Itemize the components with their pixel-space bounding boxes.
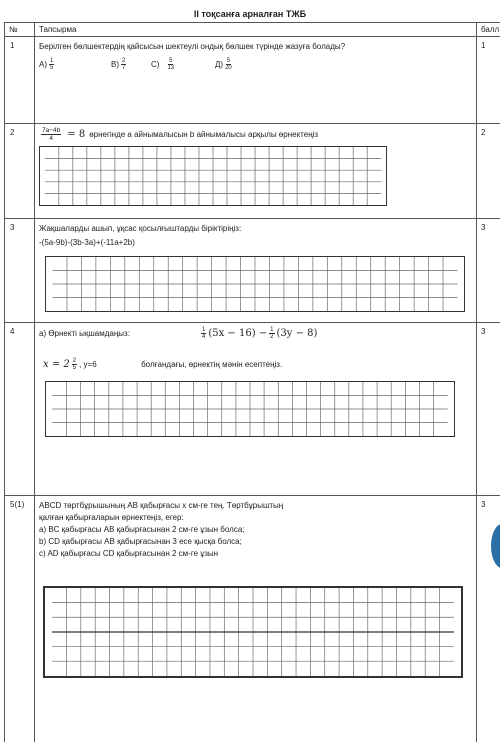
task-content bbox=[35, 323, 477, 496]
task-text: Берілген бөлшектердің қайсысын шектеулі ондық бөлшек түрінде жазуға болады? bbox=[39, 42, 346, 51]
option-c[interactable] bbox=[151, 58, 215, 71]
task-table bbox=[4, 22, 500, 742]
task-text-line-4: b) CD қабырғасы AB қабырғасынан 3 есе қысқа болса; bbox=[39, 537, 242, 546]
task-condition-line bbox=[43, 358, 472, 371]
task-content bbox=[35, 219, 477, 323]
task-score: 3 bbox=[477, 323, 500, 496]
task-number: 3 bbox=[5, 219, 35, 323]
option-fraction: $\frac{1}{5}$ bbox=[50, 58, 54, 71]
column-header-task: Тапсырма bbox=[35, 23, 477, 37]
answer-grid[interactable] bbox=[45, 256, 465, 312]
task-row-4 bbox=[5, 323, 500, 496]
task-score: 1 bbox=[477, 37, 500, 124]
expression-fraction: $\frac{1}{4}$ bbox=[202, 327, 206, 340]
task-row-5 bbox=[5, 496, 500, 742]
task-number: 4 bbox=[5, 323, 35, 496]
column-header-score: балл bbox=[477, 23, 500, 37]
task-text-line-2: қалған қабырғаларын өрнектеңіз, егер: bbox=[39, 513, 184, 522]
task-expression: -(5a-9b)-(3b-3a)+(-11a+2b) bbox=[39, 238, 135, 247]
task-number: 2 bbox=[5, 124, 35, 219]
option-d[interactable] bbox=[215, 58, 234, 71]
expression-part: (5x − 16) − bbox=[208, 328, 268, 339]
equation-fraction: $\frac{7a-4b}{4}$ bbox=[42, 127, 61, 142]
task-text-line bbox=[39, 127, 472, 142]
task-row-2 bbox=[5, 124, 500, 219]
option-label: Д) bbox=[215, 60, 224, 69]
answer-options bbox=[39, 58, 472, 71]
task-text: болғандағы, өрнектің мәнін есептеңіз. bbox=[141, 360, 283, 369]
task-content bbox=[35, 37, 477, 124]
option-fraction: $\frac{2}{7}$ bbox=[122, 58, 126, 71]
x-fraction: $\frac{2}{5}$ bbox=[72, 358, 77, 371]
task-row-1 bbox=[5, 37, 500, 124]
task-number: 5(1) bbox=[5, 496, 35, 742]
option-fraction: $\frac{5}{20}$ bbox=[225, 58, 232, 71]
table-header-row bbox=[5, 23, 500, 37]
task-number: 1 bbox=[5, 37, 35, 124]
task-text-line-5: c) AD қабырғасы CD қабырғасынан 2 см-ге ұзын bbox=[39, 549, 219, 558]
y-value: , y=6 bbox=[79, 360, 97, 369]
answer-grid[interactable] bbox=[39, 146, 387, 206]
task-score: 3 bbox=[477, 496, 500, 742]
option-b[interactable] bbox=[111, 58, 151, 71]
task-text-line-1: ABCD төртбұрышының AB қабырғасы x см-ге тең. Төртбұрыштың bbox=[39, 501, 284, 510]
expression-fraction: $\frac{1}{2}$ bbox=[270, 327, 274, 340]
task-score: 3 bbox=[477, 219, 500, 323]
task-text-line bbox=[39, 327, 472, 340]
task-row-3 bbox=[5, 219, 500, 323]
task-content bbox=[35, 496, 477, 742]
task-content bbox=[35, 124, 477, 219]
x-value: x = 2 bbox=[43, 359, 70, 370]
task-text: өрнегінде a айнымалысын b айнымалысы арқылы өрнектеңіз bbox=[89, 130, 319, 139]
option-a[interactable] bbox=[39, 58, 111, 71]
expression-part: (3y − 8) bbox=[276, 328, 318, 339]
task-text: Жақшаларды ашып, ұқсас қосылғыштарды біріктіріңіз: bbox=[39, 224, 242, 233]
task-score: 2 bbox=[477, 124, 500, 219]
option-fraction: $\frac{5}{13}$ bbox=[167, 58, 175, 71]
column-header-num: № bbox=[5, 23, 35, 37]
page-title: ІІ тоқсанға арналған ТЖБ bbox=[193, 9, 307, 19]
task-text-line-3: а) BC қабырғасы AB қабырғасынан 2 см-ге ұзын болса; bbox=[39, 525, 245, 534]
option-label: B) bbox=[111, 60, 119, 69]
equation-rhs: = 8 bbox=[67, 129, 86, 140]
answer-grid[interactable] bbox=[45, 381, 455, 437]
option-label: A) bbox=[39, 60, 47, 69]
answer-grid[interactable] bbox=[43, 586, 463, 678]
task-text: а) Өрнекті ықшамдаңыз: bbox=[39, 329, 130, 338]
option-label: C) bbox=[151, 60, 160, 69]
